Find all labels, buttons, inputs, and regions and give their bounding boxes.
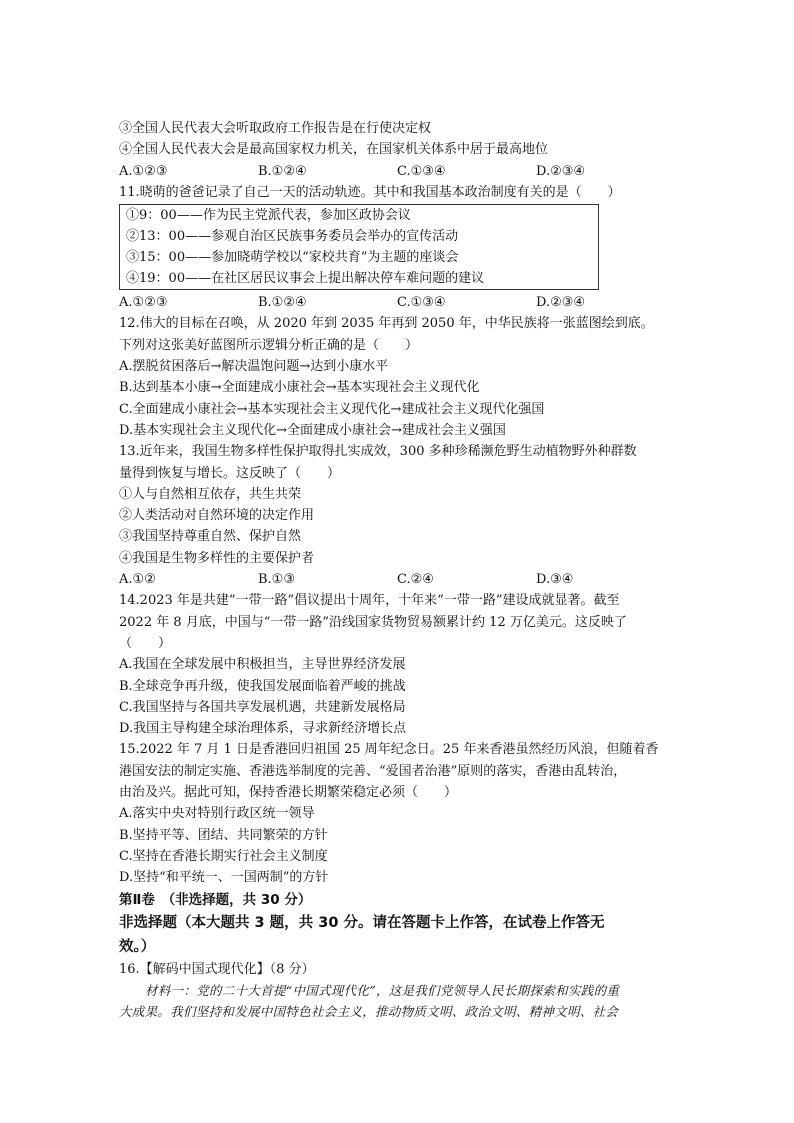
q12-choice-d: D.基本实现社会主义现代化→全面建成小康社会→建成社会主义强国 <box>119 422 506 438</box>
option-a: A.①②③ <box>119 295 168 311</box>
q11-record-2: ②13：00——参观自治区民族事务委员会举办的宣传活动 <box>126 229 459 245</box>
q13-item-2: ②人类活动对自然环境的决定作用 <box>119 508 315 524</box>
option-d: D.②③④ <box>536 163 586 179</box>
section-2-title: 第Ⅱ卷 （非选择题，共 30 分） <box>119 891 312 908</box>
option-c: C.②④ <box>397 572 434 588</box>
option-d: D.②③④ <box>536 295 586 311</box>
q13-item-1: ①人与自然相互依存，共生共荣 <box>119 486 302 502</box>
q14-stem-line-2: 2022 年 8 月底，中国与“一带一路”沿线国家货物贸易额累计约 12 万亿美元。这反映了 <box>119 614 627 630</box>
q12-choice-a: A.摆脱贫困落后→解决温饱问题→达到小康水平 <box>119 359 389 375</box>
q14-choice-d: D.我国主导构建全球治理体系，寻求新经济增长点 <box>119 721 407 737</box>
q13-item-4: ④我国是生物多样性的主要保护者 <box>119 550 315 566</box>
q12-choice-b: B.达到基本小康→全面建成小康社会→基本实现社会主义现代化 <box>119 380 480 396</box>
exam-page <box>119 118 679 1022</box>
option-a: A.①② <box>119 572 156 588</box>
q15-choice-a: A.落实中央对特别行政区统一领导 <box>119 806 315 822</box>
q15-stem-line-1: 15.2022 年 7 月 1 日是香港回归祖国 25 周年纪念日。25 年来香港虽然经历风浪，但随着香 <box>119 742 659 758</box>
q12-stem-line-2: 下列对这张美好蓝图所示逻辑分析正确的是（ ） <box>119 337 419 353</box>
q14-stem-line-3: （ ） <box>119 635 172 651</box>
section-2-instruction-line-1: 非选择题（本大题共 3 题，共 30 分。请在答题卡上作答，在试卷上作答无 <box>119 914 605 931</box>
q11-record-4: ④19：00——在社区居民议事会上提出解决停车难问题的建议 <box>126 271 485 287</box>
option-b: B.①②④ <box>258 163 307 179</box>
q14-choice-b: B.全球竞争再升级，使我国发展面临着严峻的挑战 <box>119 678 406 694</box>
option-b: B.①②④ <box>258 295 307 311</box>
option-b: B.①③ <box>258 572 295 588</box>
q12-stem-line-1: 12.伟大的目标在召唤，从 2020 年到 2035 年再到 2050 年，中华民族将一张蓝图绘到底。 <box>119 316 654 332</box>
q11-record-3: ③15：00——参加晓萌学校以“家校共育”为主题的座谈会 <box>126 250 459 266</box>
q10-options <box>119 161 679 182</box>
option-d: D.③④ <box>536 572 574 588</box>
q13-stem-line-2: 量得到恢复与增长。这反映了（ ） <box>119 465 341 481</box>
option-a: A.①②③ <box>119 163 168 179</box>
q11-record-box <box>119 204 599 290</box>
q15-choice-b: B.坚持平等、团结、共同繁荣的方针 <box>119 827 328 843</box>
q11-record-1: ①9：00——作为民主党派代表，参加区政协会议 <box>126 208 411 224</box>
q13-stem-line-1: 13.近年来，我国生物多样性保护取得扎实成效，300 多种珍稀濒危野生动植物野外种群数 <box>119 444 637 460</box>
q15-stem-line-2: 港国安法的制定实施、香港选举制度的完善、“爱国者治港”原则的落实，香港由乱转治， <box>119 763 627 779</box>
q16-material-line-1: 材料一：党的二十大首提“中国式现代化”，这是我们党领导人民长期探索和实践的重 <box>145 982 620 998</box>
option-c: C.①③④ <box>397 295 446 311</box>
section-2-instruction-line-2: 效。） <box>119 938 156 955</box>
q12-choice-c: C.全面建成小康社会→基本实现社会主义现代化→建成社会主义现代化强国 <box>119 401 545 417</box>
q16-material-line-2: 大成果。我们坚持和发展中国特色社会主义，推动物质文明、政治文明、精神文明、社会 <box>119 1004 619 1020</box>
q15-choice-c: C.坚持在香港长期实行社会主义制度 <box>119 848 328 864</box>
option-c: C.①③④ <box>397 163 446 179</box>
q16-title: 16.【解码中国式现代化】（8 分） <box>119 961 315 977</box>
q10-item-3: ③全国人民代表大会听取政府工作报告是在行使决定权 <box>119 121 432 136</box>
q14-stem-line-1: 14.2023 年是共建“一带一路”倡议提出十周年，十年来“一带一路”建设成就显著。截至 <box>119 593 620 609</box>
q15-stem-line-3: 由治及兴。据此可知，保持香港长期繁荣稳定必须（ ） <box>119 785 458 801</box>
q10-item-4: ④全国人民代表大会是最高国家权力机关，在国家机关体系中居于最高地位 <box>119 142 549 158</box>
q11-stem: 11.晓萌的爸爸记录了自己一天的活动轨迹。其中和我国基本政治制度有关的是（ ） <box>119 184 621 200</box>
q11-options <box>119 292 679 313</box>
q15-choice-d: D.坚持“和平统一、一国两制”的方针 <box>119 870 329 886</box>
q14-choice-a: A.我国在全球发展中积极担当，主导世界经济发展 <box>119 657 406 673</box>
q13-item-3: ③我国坚持尊重自然、保护自然 <box>119 529 302 545</box>
q14-choice-c: C.我国坚持与各国共享发展机遇，共建新发展格局 <box>119 699 406 715</box>
q13-options <box>119 569 679 590</box>
